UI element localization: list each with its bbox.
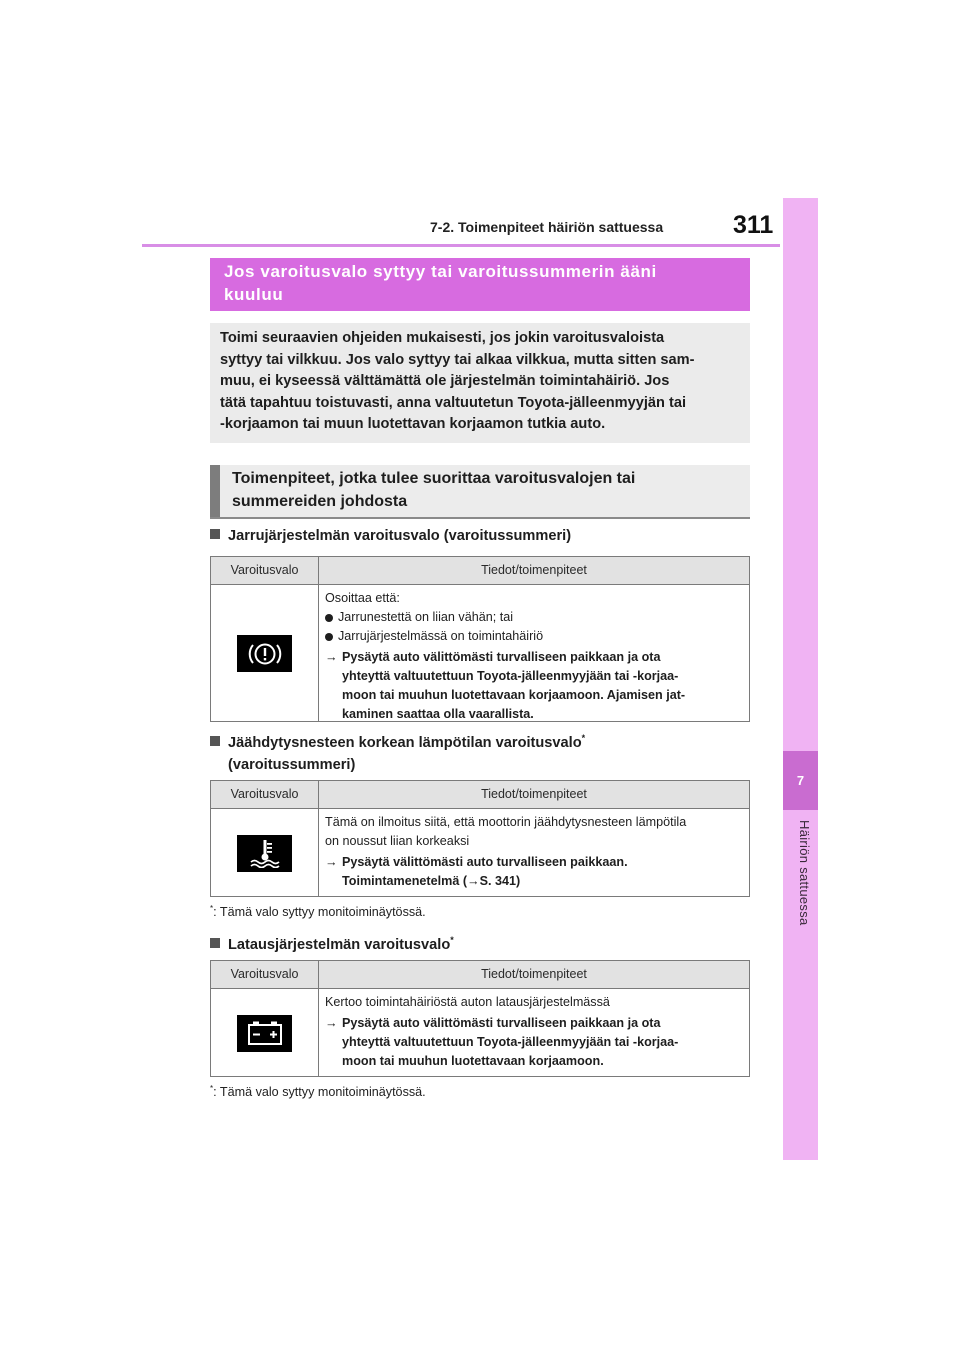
action-line: Pysäytä auto välittömästi turvalliseen paikkaan ja ota: [342, 1016, 661, 1030]
charging-warning-table: [210, 960, 750, 1077]
item-title-line2: (varoitussummeri): [228, 756, 356, 773]
table-row: [211, 809, 749, 897]
bullet-icon: [325, 633, 333, 641]
intro-line: Toimi seuraavien ohjeiden mukaisesti, jos jokin varoitusvaloista: [220, 330, 665, 346]
coolant-temperature-icon: [237, 835, 292, 872]
arrow-icon: →: [325, 1016, 338, 1030]
intro-line: syttyy tai vilkkuu. Jos valo syttyy tai alkaa vilkkua, mutta sitten sam-: [220, 351, 695, 368]
details-intro-line: on noussut liian korkeaksi: [325, 834, 470, 848]
square-bullet-icon: [210, 529, 220, 539]
arrow-icon: →: [325, 650, 338, 664]
action-line: Pysäytä auto välittömästi turvalliseen paikkaan ja ota: [342, 650, 661, 664]
section-label: 7-2. Toimenpiteet häiriön sattuessa: [430, 219, 664, 235]
brake-warning-table: [210, 556, 750, 722]
action-line: moon tai muuhun luotettavaan korjaamoon.: [342, 1054, 604, 1068]
details-cell: [319, 989, 749, 1077]
item-title: Jarrujärjestelmän varoitusvalo (varoitussummeri): [228, 528, 572, 544]
header-rule: [142, 244, 780, 247]
table-row: [211, 989, 749, 1077]
footnote: *: Tämä valo syttyy monitoiminäytössä.: [210, 904, 426, 920]
sub-heading-text: [232, 467, 732, 513]
details-intro-line: Tämä on ilmoitus siitä, että moottorin jäähdytysnesteen lämpötila: [325, 815, 687, 829]
action-line: moon tai muuhun luotettavaan korjaamoon. Ajamisen jat-: [342, 688, 686, 702]
sub-heading: [210, 465, 750, 519]
action-line: yhteyttä valtuutettuun Toyota-jälleenmyyjään tai -korjaa-: [342, 1035, 679, 1049]
footnote-marker: *: [210, 1084, 214, 1093]
action-block: [325, 1014, 743, 1071]
item-title: Latausjärjestelmän varoitusvalo: [228, 936, 451, 953]
item-heading-coolant: [210, 727, 585, 776]
sub-heading-line: Toimenpiteet, jotka tulee suorittaa varoitusvalojen tai: [232, 470, 636, 487]
square-bullet-icon: [210, 938, 220, 948]
intro-line: -korjaamon tai muun luotettavan korjaamon tutkia auto.: [220, 416, 606, 433]
action-line-reference[interactable]: Toimintamenetelmä (→S. 341): [342, 874, 521, 888]
table-header-warning-light: Varoitusvalo: [211, 557, 319, 584]
action-line: Pysäytä välittömästi auto turvalliseen paikkaan.: [342, 855, 628, 869]
list-item: Jarrujärjestelmässä on toimintahäiriö: [325, 627, 743, 646]
table-header-row: [211, 781, 749, 809]
action-block: [325, 853, 743, 891]
main-heading: [210, 258, 750, 311]
table-header-warning-light: Varoitusvalo: [211, 961, 319, 988]
chapter-title: Häiriön sattuessa: [797, 820, 812, 926]
footnote: *: Tämä valo syttyy monitoiminäytössä.: [210, 1084, 426, 1100]
chapter-side-tab: [783, 198, 818, 1160]
arrow-icon: →: [325, 855, 338, 869]
details-cell: [319, 809, 749, 897]
brake-warning-icon: [237, 635, 292, 672]
table-header-details: Tiedot/toimenpiteet: [481, 563, 587, 577]
sub-heading-bar: [210, 465, 220, 517]
details-cell: [319, 585, 749, 722]
table-header-row: [211, 961, 749, 989]
table-header-details: Tiedot/toimenpiteet: [481, 787, 587, 801]
action-line: kaminen saattaa olla vaarallista.: [342, 707, 534, 721]
icon-cell: [211, 809, 319, 897]
item-heading-brake: [210, 525, 571, 547]
footnote-marker: *: [210, 904, 214, 913]
item-title: Jäähdytysnesteen korkean lämpötilan varoitusvalo: [228, 734, 582, 751]
table-header-row: [211, 557, 749, 585]
square-bullet-icon: [210, 736, 220, 746]
intro-line: muu, ei kyseessä välttämättä ole järjestelmän toimintahäiriö. Jos: [220, 373, 670, 390]
details-intro: Osoittaa että:: [325, 591, 400, 605]
footnote-marker: *: [581, 733, 586, 743]
bullet-icon: [325, 614, 333, 622]
table-header-details: Tiedot/toimenpiteet: [481, 967, 587, 981]
main-heading-line: kuuluu: [224, 285, 284, 304]
intro-box: [210, 323, 750, 443]
list-item: Jarrunestettä on liian vähän; tai: [325, 608, 743, 627]
icon-cell: [211, 585, 319, 722]
details-intro: Kertoo toimintahäiriöstä auton latausjärjestelmässä: [325, 995, 610, 1009]
action-block: [325, 648, 743, 724]
footnote-marker: *: [450, 935, 454, 945]
sub-heading-line: summereiden johdosta: [232, 493, 408, 510]
chapter-number: 7: [783, 751, 818, 810]
action-line: yhteyttä valtuutettuun Toyota-jälleenmyyjään tai -korjaa-: [342, 669, 679, 683]
intro-line: tätä tapahtuu toistuvasti, anna valtuutetun Toyota-jälleenmyyjän tai: [220, 394, 686, 411]
main-heading-line: Jos varoitusvalo syttyy tai varoitussummerin ääni: [224, 262, 657, 281]
icon-cell: [211, 989, 319, 1077]
table-row: [211, 585, 749, 722]
page-number: 311: [733, 211, 774, 239]
battery-charge-icon: [237, 1015, 292, 1052]
table-header-warning-light: Varoitusvalo: [211, 781, 319, 808]
item-heading-charging: [210, 929, 454, 956]
coolant-warning-table: [210, 780, 750, 897]
